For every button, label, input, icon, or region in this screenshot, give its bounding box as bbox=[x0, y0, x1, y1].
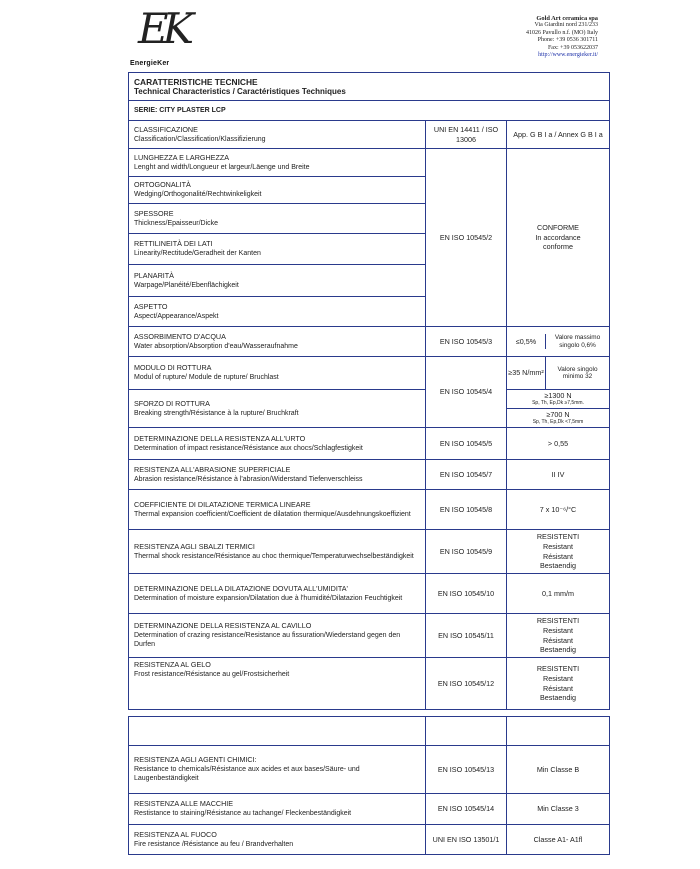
title-italian: CARATTERISTICHE TECNICHE bbox=[134, 76, 258, 87]
row-value: Min Classe B bbox=[507, 746, 610, 794]
breaking-value-thick: ≥1300 N bbox=[544, 391, 572, 400]
empty-header-row bbox=[129, 717, 610, 746]
document-header bbox=[0, 0, 700, 70]
value-line: Bestaendig bbox=[540, 693, 576, 703]
absorption-single-value: Valore massimo singolo 0,6% bbox=[554, 334, 601, 349]
row-norm: EN ISO 10545/9 bbox=[426, 530, 507, 574]
table-row bbox=[129, 428, 610, 460]
row-sublabel: Determination of moisture expansion/Dilatation due à l'humidité/Dilatazion Feuchtigkeit bbox=[134, 594, 403, 602]
table-title bbox=[129, 73, 610, 101]
row-sublabel: Warpage/Planéité/Ebenflächigkeit bbox=[134, 281, 239, 289]
row-label: RETTILINEITÀ DEI LATI bbox=[134, 239, 213, 249]
row-label: SPESSORE bbox=[134, 208, 174, 218]
row-value bbox=[507, 614, 610, 658]
row-value bbox=[507, 530, 610, 574]
value-line: Resistant bbox=[543, 673, 573, 683]
row-value bbox=[507, 390, 610, 428]
row-label: SFORZO DI ROTTURA bbox=[134, 398, 210, 408]
row-sublabel: Determination of crazing resistance/Resistance au fissuration/Wiederstand gegen den Durfen bbox=[134, 631, 401, 649]
company-city: 41026 Pavullo n.f. (MO) Italy bbox=[526, 29, 598, 36]
company-website-link[interactable]: http://www.energieker.it/ bbox=[538, 52, 598, 59]
value-line: In accordance bbox=[535, 232, 581, 242]
row-norm: EN ISO 10545/11 bbox=[426, 614, 507, 658]
table-row bbox=[129, 746, 610, 794]
row-sublabel: Thermal expansion coefficient/Coefficient de dilatation thermique/Ausdehnungskoeffizient bbox=[134, 510, 411, 518]
row-label: RESISTENZA AGLI AGENTI CHIMICI: bbox=[134, 755, 257, 765]
table-row bbox=[129, 327, 610, 357]
table-row bbox=[129, 357, 610, 390]
value-line: Resistant bbox=[543, 625, 573, 635]
table-row bbox=[129, 574, 610, 614]
row-label: RESISTENZA AL FUOCO bbox=[134, 829, 217, 839]
row-norm: UNI EN ISO 13501/1 bbox=[426, 825, 507, 855]
row-value bbox=[507, 658, 610, 710]
table-row bbox=[129, 121, 610, 149]
company-street: Via Giardini nord 231/233 bbox=[534, 22, 598, 29]
row-value: Min Classe 3 bbox=[507, 794, 610, 825]
value-line: Resistant bbox=[543, 541, 573, 551]
table-row bbox=[129, 149, 610, 177]
breaking-note-thin: Sp, Th, Ep,Dk <7,5mm bbox=[532, 419, 584, 425]
company-phone: Phone: +39 0536 301711 bbox=[537, 37, 598, 44]
row-value bbox=[507, 357, 610, 390]
additional-characteristics-table bbox=[128, 716, 610, 855]
row-label: COEFFICIENTE DI DILATAZIONE TERMICA LINEARE bbox=[134, 499, 311, 509]
row-label: DETERMINAZIONE DELLA RESISTENZA ALL'URTO bbox=[134, 433, 306, 443]
title-translations: Technical Characteristics / Caractéristiques Techniques bbox=[134, 86, 346, 96]
modulus-value: ≥35 N/mm² bbox=[507, 357, 546, 389]
value-line: Résistant bbox=[543, 635, 573, 645]
value-line: Bestaendig bbox=[540, 561, 576, 571]
row-sublabel: Thickness/Epaisseur/Dicke bbox=[134, 219, 219, 227]
row-label: PLANARITÀ bbox=[134, 270, 174, 280]
row-sublabel: Abrasion resistance/Résistance à l'abrasion/Widerstand Tiefenverschleiss bbox=[134, 475, 363, 483]
row-norm: EN ISO 10545/14 bbox=[426, 794, 507, 825]
dimensional-norm: EN ISO 10545/2 bbox=[426, 149, 507, 327]
row-sublabel: Restistance to staining/Résistance au tachange/ Fleckenbeständigkeit bbox=[134, 810, 352, 817]
row-label: RESISTENZA ALL'ABRASIONE SUPERFICIALE bbox=[134, 464, 291, 474]
row-value bbox=[507, 327, 610, 357]
row-label: DETERMINAZIONE DELLA RESISTENZA AL CAVILLO bbox=[134, 621, 312, 631]
row-norm: EN ISO 10545/8 bbox=[426, 490, 507, 530]
company-fax: Fax: +39 053622037 bbox=[547, 44, 598, 51]
row-value: II IV bbox=[507, 460, 610, 490]
rupture-norm: EN ISO 10545/4 bbox=[426, 357, 507, 428]
row-sublabel: Linearity/Rectitude/Geradheit der Kanten bbox=[134, 250, 261, 257]
row-sublabel: Modul of rupture/ Module de rupture/ Bruchlast bbox=[134, 374, 279, 381]
breaking-note-thick: Sp, Th, Ep,Dk ≥7,5mm. bbox=[532, 400, 584, 406]
row-label: ASPETTO bbox=[134, 301, 168, 311]
row-label: ASSORBIMENTO D'ACQUA bbox=[134, 331, 226, 341]
table-row bbox=[129, 658, 610, 710]
row-norm: UNI EN 14411 / ISO 13006 bbox=[426, 121, 507, 149]
value-line: RESISTENTI bbox=[536, 664, 580, 674]
row-sublabel: Water absorption/Absorption d'eau/Wasseraufnahme bbox=[134, 342, 298, 350]
row-sublabel: Determination of impact resistance/Résistance aux chocs/Schlagfestigkeit bbox=[134, 444, 363, 452]
row-value: App. G B I a / Annex G B I a bbox=[507, 121, 610, 149]
company-name: Gold Art ceramica spa bbox=[536, 15, 598, 22]
series-name: SERIE: CITY PLASTER LCP bbox=[134, 107, 226, 115]
table-row bbox=[129, 794, 610, 825]
row-label: ORTOGONALITÀ bbox=[134, 180, 191, 190]
row-value: > 0,55 bbox=[507, 428, 610, 460]
modulus-single-value: Valore singolo minimo 32 bbox=[557, 365, 598, 380]
row-sublabel: Wedging/Orthogonalité/Rechtwinkeligkeit bbox=[134, 191, 262, 198]
technical-characteristics-table bbox=[128, 72, 610, 710]
row-norm: EN ISO 10545/7 bbox=[426, 460, 507, 490]
row-sublabel: Fire resistance /Résistance au feu / Brandverhalten bbox=[134, 840, 294, 848]
value-line: Résistant bbox=[543, 683, 573, 693]
row-label: RESISTENZA ALLE MACCHIE bbox=[134, 799, 234, 809]
row-norm: EN ISO 10545/3 bbox=[426, 327, 507, 357]
table-row bbox=[129, 460, 610, 490]
logo-mark: EK bbox=[138, 4, 189, 53]
row-value: Classe A1- A1fl bbox=[507, 825, 610, 855]
value-line: Bestaendig bbox=[540, 645, 576, 655]
value-line: CONFORME bbox=[537, 223, 579, 233]
value-line: conforme bbox=[543, 242, 573, 252]
value-line: RESISTENTI bbox=[536, 616, 580, 626]
row-norm: EN ISO 10545/12 bbox=[426, 658, 507, 710]
table-row bbox=[129, 490, 610, 530]
table-row bbox=[129, 614, 610, 658]
series-row bbox=[129, 101, 610, 121]
row-label: CLASSIFICAZIONE bbox=[134, 124, 198, 134]
row-label: DETERMINAZIONE DELLA DILATAZIONE DOVUTA ALL'UMIDITA' bbox=[134, 583, 348, 593]
logo-wordmark: EnergieKer bbox=[130, 60, 170, 67]
row-label: RESISTENZA AL GELO bbox=[134, 660, 211, 669]
row-value: 0,1 mm/m bbox=[507, 574, 610, 614]
row-value: 7 x 10⁻⁶/°C bbox=[507, 490, 610, 530]
row-sublabel: Lenght and width/Longueur et largeur/Läenge und Breite bbox=[134, 163, 310, 171]
row-sublabel: Classification/Classification/Klassifizierung bbox=[134, 135, 266, 143]
row-sublabel: Aspect/Appearance/Aspekt bbox=[134, 312, 219, 320]
row-sublabel: Breaking strength/Résistance à la rupture/ Bruchkraft bbox=[134, 409, 299, 417]
value-line: RESISTENTI bbox=[536, 532, 580, 542]
row-sublabel: Thermal shock resistance/Résistance au choc thermique/Temperaturwechselbeständigkeit bbox=[134, 552, 414, 560]
table-row bbox=[129, 390, 610, 428]
company-address bbox=[526, 15, 598, 59]
table-row bbox=[129, 530, 610, 574]
absorption-value: ≤0,5% bbox=[507, 334, 546, 349]
row-norm: EN ISO 10545/5 bbox=[426, 428, 507, 460]
row-label: MODULO DI ROTTURA bbox=[134, 363, 212, 373]
energieker-logo bbox=[128, 4, 198, 68]
value-line: Résistant bbox=[543, 551, 573, 561]
row-sublabel: Resistance to chemicals/Résistance aux acides et aux bases/Säure- und Laugenbeständigkeit bbox=[134, 765, 360, 783]
breaking-value-thin: ≥700 N bbox=[546, 410, 570, 419]
row-norm: EN ISO 10545/10 bbox=[426, 574, 507, 614]
row-label: LUNGHEZZA E LARGHEZZA bbox=[134, 152, 230, 162]
row-label: RESISTENZA AGLI SBALZI TERMICI bbox=[134, 541, 255, 551]
table-row bbox=[129, 825, 610, 855]
row-norm: EN ISO 10545/13 bbox=[426, 746, 507, 794]
row-sublabel: Frost resistance/Résistance au gel/Frostsicherheit bbox=[134, 670, 290, 678]
dimensional-value bbox=[507, 149, 610, 327]
